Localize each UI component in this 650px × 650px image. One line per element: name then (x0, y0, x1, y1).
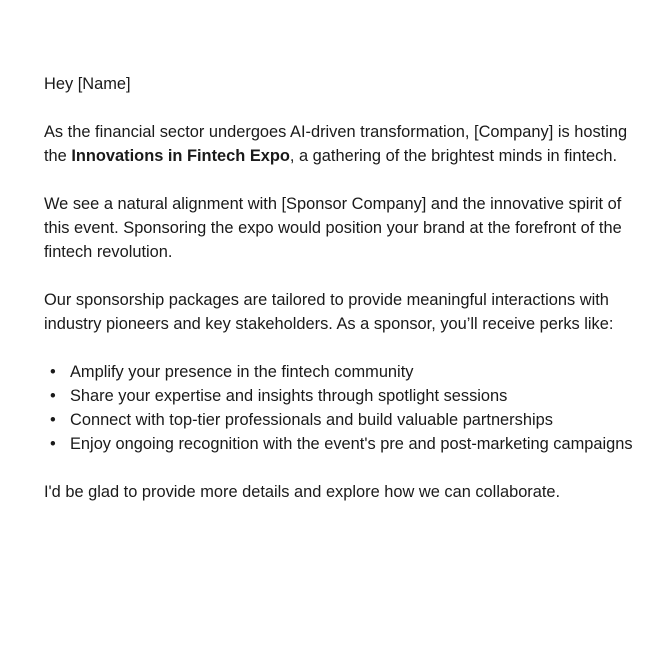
alignment-paragraph: We see a natural alignment with [Sponsor Company] and the innovative spirit of this event. Sponsoring the expo would position your brand at the forefront of the fintech revolution. (44, 195, 622, 261)
greeting: Hey [Name] (44, 75, 131, 93)
perk-text: Enjoy ongoing recognition with the event's pre and post-marketing campaigns (70, 435, 633, 453)
bullet-icon: • (50, 435, 56, 453)
bullet-icon: • (50, 387, 56, 405)
list-item (50, 360, 634, 384)
event-name: Innovations in Fintech Expo (71, 147, 290, 165)
bullet-icon: • (50, 411, 56, 429)
perks-list (44, 360, 634, 456)
bullet-icon: • (50, 363, 56, 381)
letter-body (44, 72, 634, 504)
list-item (50, 408, 634, 432)
intro-text-before: As the financial sector undergoes AI-driven transformation, [Company] is hosting the (44, 123, 628, 165)
intro-text-after: , a gathering of the brightest minds in fintech. (289, 147, 617, 165)
list-item (50, 384, 634, 408)
intro-paragraph (44, 120, 634, 168)
perk-text: Amplify your presence in the fintech community (70, 363, 414, 381)
perk-text: Share your expertise and insights through spotlight sessions (70, 387, 508, 405)
perk-text: Connect with top-tier professionals and build valuable partnerships (70, 411, 553, 429)
packages-paragraph: Our sponsorship packages are tailored to provide meaningful interactions with industry pioneers and key stakeholders. As a sponsor, you’ll receive perks like: (44, 291, 614, 333)
closing-paragraph: I'd be glad to provide more details and explore how we can collaborate. (44, 483, 561, 501)
list-item (50, 432, 634, 456)
